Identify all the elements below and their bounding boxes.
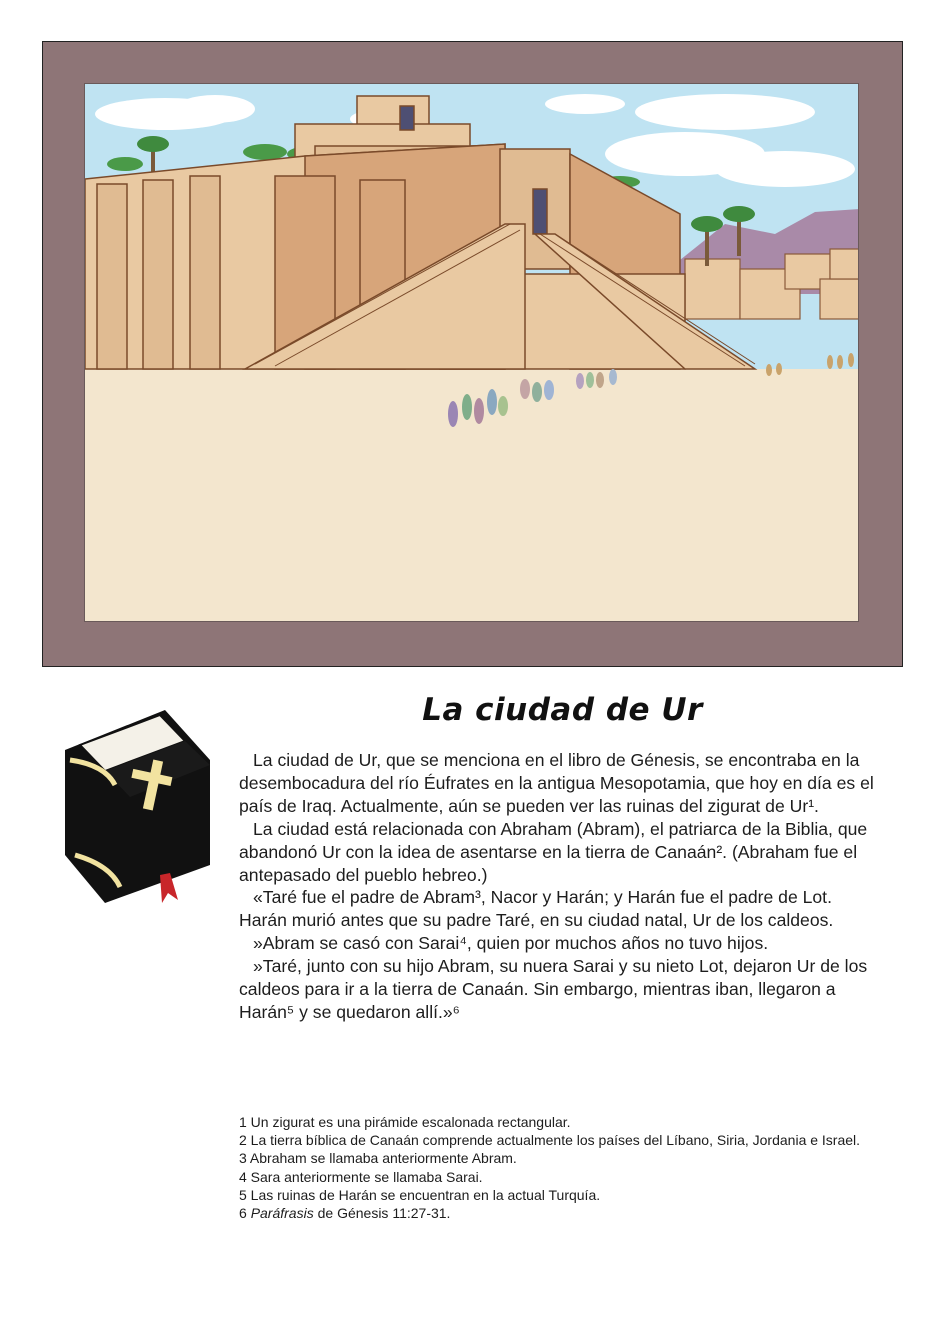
footnote: 5 Las ruinas de Harán se encuentran en la actual Turquía. (239, 1186, 601, 1203)
footnote-number: 6 (239, 1205, 247, 1222)
paragraph: «Taré fue el padre de Abram³, Nacor y Harán; y Harán fue el padre de Lot. Harán murió antes que su padre Taré, en su ciudad natal, Ur de los caldeos. (239, 887, 834, 931)
footnote: 2 La tierra bíblica de Canaán comprende actualmente los países del Líbano, Siria, Jordania e Israel. (239, 1132, 861, 1149)
ziggurat-of-ur-illustration (84, 83, 859, 622)
ground (85, 369, 859, 622)
paragraph: »Taré, junto con su hijo Abram, su nuera Sarai y su nieto Lot, dejaron Ur de los caldeos para ir a la tierra de Canaán. Sin embargo, mientras iban, llegaron a Harán⁵ y se quedaron allí.»⁶ (239, 956, 868, 1022)
footnotes (239, 1113, 879, 1222)
ziggurat-scene (85, 84, 859, 622)
footnote-6 (239, 1204, 879, 1222)
paragraph: La ciudad de Ur, que se menciona en el libro de Génesis, se encontraba en la desembocadura del río Éufrates en la antigua Mesopotamia, que hoy en día es el país de Iraq. Actualmente, aún se pueden ver las ruinas del zigurat de Ur¹. (239, 750, 874, 816)
footnote-italic: Paráfrasis (250, 1205, 314, 1222)
paragraph: La ciudad está relacionada con Abraham (Abram), el patriarca de la Biblia, que abandonó Ur con la idea de asentarse en la tierra de Canaán². (Abraham fue el antepasado del pueblo hebreo.) (239, 818, 868, 885)
paragraph: »Abram se casó con Sarai⁴, quien por muchos años no tuvo hijos. (253, 933, 769, 954)
footnote-rest: de Génesis 11:27-31. (317, 1205, 451, 1222)
page-title: La ciudad de Ur (422, 692, 703, 728)
bible-book-icon (60, 705, 220, 905)
footnote: 4 Sara anteriormente se llamaba Sarai. (239, 1168, 483, 1185)
illustration-frame (42, 41, 903, 667)
footnote: 3 Abraham se llamaba anteriormente Abram. (239, 1150, 517, 1167)
footnote: 1 Un zigurat es una pirámide escalonada rectangular. (239, 1114, 571, 1130)
article-body (239, 749, 879, 1024)
